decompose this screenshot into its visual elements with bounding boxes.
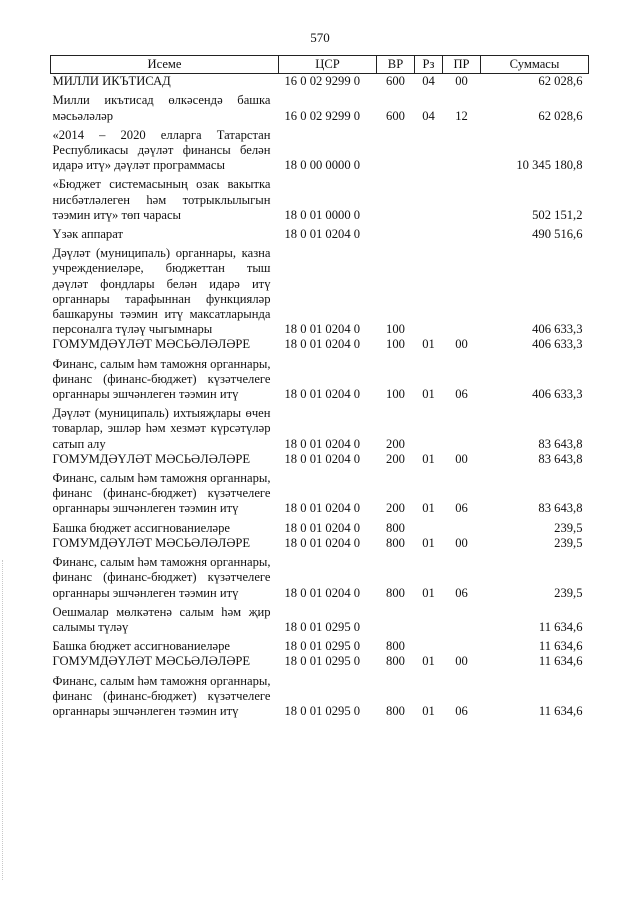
cell-vr	[377, 223, 415, 242]
cell-rz	[415, 223, 443, 242]
cell-name: Башка бюджет ассигнованиеләре	[52, 639, 230, 654]
cell-rz: 01	[422, 654, 435, 669]
cell-csr: 18 0 01 0204 0	[284, 501, 361, 516]
cell-pr: 00	[455, 451, 468, 466]
cell-sum: 502 151,2	[532, 207, 583, 222]
cell-vr: 800	[386, 535, 405, 550]
cell-sum: 406 633,3	[532, 337, 583, 352]
cell-name: ГОМУМДӘҮЛӘТ МӘСЬӘЛӘЛӘРЕ	[52, 337, 251, 352]
cell-name: Финанс, салым һәм таможня органнары, финанс (финанс-бюджет) күзәтчелеге органнары эшчәнлеген тәэмин итү	[52, 356, 271, 402]
cell-name: ГОМУМДӘҮЛӘТ МӘСЬӘЛӘЛӘРЕ	[52, 654, 251, 669]
cell-pr	[443, 517, 481, 536]
table-row	[51, 89, 589, 123]
cell-pr: 06	[455, 703, 468, 718]
cell-pr	[443, 124, 481, 174]
cell-sum: 11 634,6	[538, 703, 583, 718]
cell-rz: 01	[422, 703, 435, 718]
cell-csr: 16 0 02 9299 0	[284, 74, 361, 89]
cell-rz	[415, 601, 443, 635]
budget-table	[50, 55, 589, 719]
cell-pr: 00	[455, 654, 468, 669]
cell-sum: 406 633,3	[532, 387, 583, 402]
cell-pr: 12	[455, 108, 468, 123]
cell-vr: 100	[386, 337, 405, 352]
cell-sum: 490 516,6	[532, 227, 583, 242]
table-row	[51, 635, 589, 654]
cell-name: МИЛЛИ ИКЪТИСАД	[52, 74, 171, 89]
cell-pr	[443, 173, 481, 223]
cell-rz: 04	[422, 108, 435, 123]
cell-name: Башка бюджет ассигнованиеләре	[52, 520, 230, 535]
cell-vr: 100	[386, 322, 405, 337]
table-row	[51, 173, 589, 223]
page-number: 570	[310, 30, 330, 45]
cell-pr: 00	[455, 337, 468, 352]
cell-sum: 239,5	[554, 585, 583, 600]
cell-vr: 600	[386, 74, 405, 89]
cell-csr: 18 0 01 0204 0	[284, 451, 361, 466]
cell-name: Финанс, салым һәм таможня органнары, финанс (финанс-бюджет) күзәтчелеге органнары эшчәнлеген тәэмин итү	[52, 555, 271, 600]
cell-csr: 18 0 01 0295 0	[284, 619, 361, 634]
cell-pr	[443, 402, 481, 452]
cell-vr	[377, 601, 415, 635]
cell-rz: 01	[422, 337, 435, 352]
cell-csr: 18 0 01 0204 0	[284, 535, 361, 550]
cell-sum: 239,5	[554, 520, 583, 535]
cell-vr: 800	[386, 585, 405, 600]
cell-name: Финанс, салым һәм таможня органнары, финанс (финанс-бюджет) күзәтчелеге органнары эшчәнлеген тәэмин итү	[52, 471, 271, 516]
cell-sum: 10 345 180,8	[516, 158, 583, 173]
cell-pr	[443, 601, 481, 635]
cell-vr: 200	[386, 436, 405, 451]
cell-rz: 01	[422, 585, 435, 600]
cell-pr	[443, 223, 481, 242]
table-row-section	[51, 452, 589, 467]
cell-rz	[415, 635, 443, 654]
table-row	[51, 601, 589, 635]
table-row-section	[51, 654, 589, 669]
table-row-section	[51, 337, 589, 352]
cell-sum: 239,5	[554, 535, 583, 550]
table-body	[51, 74, 589, 719]
cell-csr: 18 0 01 0295 0	[284, 654, 361, 669]
cell-vr: 800	[386, 703, 405, 718]
column-header-sum: Суммасы	[481, 56, 589, 74]
cell-sum: 62 028,6	[538, 74, 583, 89]
cell-vr: 800	[386, 639, 405, 654]
table-row	[51, 670, 589, 720]
cell-sum: 11 634,6	[538, 639, 583, 654]
cell-name: Дәүләт (муниципаль) органнары, казна учреждениеләре, бюджеттан тыш дәүләт фондлары белән идарә итү органнары тарафыннан функцияләр башкаруны тәэмин итү максатларында персоналга түләү чыгымнары	[52, 246, 271, 337]
cell-name: ГОМУМДӘҮЛӘТ МӘСЬӘЛӘЛӘРЕ	[52, 451, 251, 466]
table-row	[51, 402, 589, 452]
cell-sum: 11 634,6	[538, 619, 583, 634]
cell-sum: 406 633,3	[532, 322, 583, 337]
cell-csr: 18 0 01 0295 0	[284, 703, 361, 718]
cell-vr	[377, 173, 415, 223]
table-row	[51, 223, 589, 242]
cell-rz	[415, 124, 443, 174]
column-header-csr: ЦСР	[279, 56, 377, 74]
cell-sum: 83 643,8	[538, 436, 583, 451]
table-row	[51, 551, 589, 601]
cell-pr: 06	[455, 585, 468, 600]
column-header-vr: ВР	[377, 56, 415, 74]
table-row	[51, 353, 589, 403]
cell-vr: 800	[386, 520, 405, 535]
cell-pr: 06	[455, 387, 468, 402]
table-row-section	[51, 536, 589, 551]
cell-rz	[415, 242, 443, 337]
cell-name: Үзәк аппарат	[52, 227, 123, 242]
scan-edge-artifact	[2, 560, 4, 880]
cell-csr: 16 0 02 9299 0	[284, 108, 361, 123]
cell-sum: 62 028,6	[538, 108, 583, 123]
cell-rz	[415, 173, 443, 223]
cell-rz	[415, 402, 443, 452]
cell-name: Милли икътисад өлкәсендә башка мәсьәләләр	[52, 93, 271, 123]
cell-csr: 18 0 01 0204 0	[284, 227, 361, 242]
cell-pr	[443, 242, 481, 337]
cell-csr: 18 0 01 0204 0	[284, 436, 361, 451]
table-row	[51, 467, 589, 517]
cell-name: «2014 – 2020 елларга Татарстан Республикасы дәүләт финансы белән идарә итү» дәүләт программасы	[52, 127, 271, 173]
cell-name: ГОМУМДӘҮЛӘТ МӘСЬӘЛӘЛӘРЕ	[52, 535, 251, 550]
cell-rz: 01	[422, 451, 435, 466]
cell-rz: 01	[422, 501, 435, 516]
cell-csr: 18 0 01 0000 0	[284, 207, 361, 222]
cell-sum: 11 634,6	[538, 654, 583, 669]
table-row	[51, 242, 589, 337]
table-header	[51, 56, 589, 74]
header-row	[51, 56, 589, 74]
cell-rz: 04	[422, 74, 435, 89]
cell-sum: 83 643,8	[538, 501, 583, 516]
cell-pr	[443, 635, 481, 654]
cell-name: Оешмалар мөлкәтенә салым һәм җир салымы түләү	[52, 604, 271, 634]
cell-name: «Бюджет системасының озак вакытка нисбәтләлеген һәм тотрыклылыгын тәэмин итү» төп чарасы	[52, 177, 271, 222]
cell-csr: 18 0 01 0204 0	[284, 585, 361, 600]
cell-rz: 01	[422, 535, 435, 550]
cell-csr: 18 0 01 0204 0	[284, 322, 361, 337]
cell-name: Финанс, салым һәм таможня органнары, финанс (финанс-бюджет) күзәтчелеге органнары эшчәнлеген тәэмин итү	[52, 673, 271, 718]
cell-pr: 00	[455, 74, 468, 89]
column-header-rz: Рз	[415, 56, 443, 74]
column-header-pr: ПР	[443, 56, 481, 74]
column-header-name: Исеме	[51, 56, 279, 74]
cell-csr: 18 0 01 0204 0	[284, 387, 361, 402]
cell-pr: 00	[455, 535, 468, 550]
cell-csr: 18 0 01 0204 0	[284, 337, 361, 352]
cell-csr: 18 0 01 0204 0	[284, 520, 361, 535]
table-row	[51, 517, 589, 536]
cell-vr: 800	[386, 654, 405, 669]
cell-csr: 18 0 00 0000 0	[284, 158, 361, 173]
cell-vr: 600	[386, 108, 405, 123]
cell-pr: 06	[455, 501, 468, 516]
cell-name: Дәүләт (муниципаль) ихтыяҗлары өчен товарлар, эшләр һәм хезмәт күрсәтүләр сатып алу	[52, 406, 271, 451]
cell-rz: 01	[422, 387, 435, 402]
cell-vr	[377, 124, 415, 174]
table-row	[51, 124, 589, 174]
cell-vr: 100	[386, 387, 405, 402]
table-row-section	[51, 74, 589, 90]
cell-vr: 200	[386, 451, 405, 466]
cell-rz	[415, 517, 443, 536]
cell-vr: 200	[386, 501, 405, 516]
cell-csr: 18 0 01 0295 0	[284, 639, 361, 654]
cell-sum: 83 643,8	[538, 451, 583, 466]
